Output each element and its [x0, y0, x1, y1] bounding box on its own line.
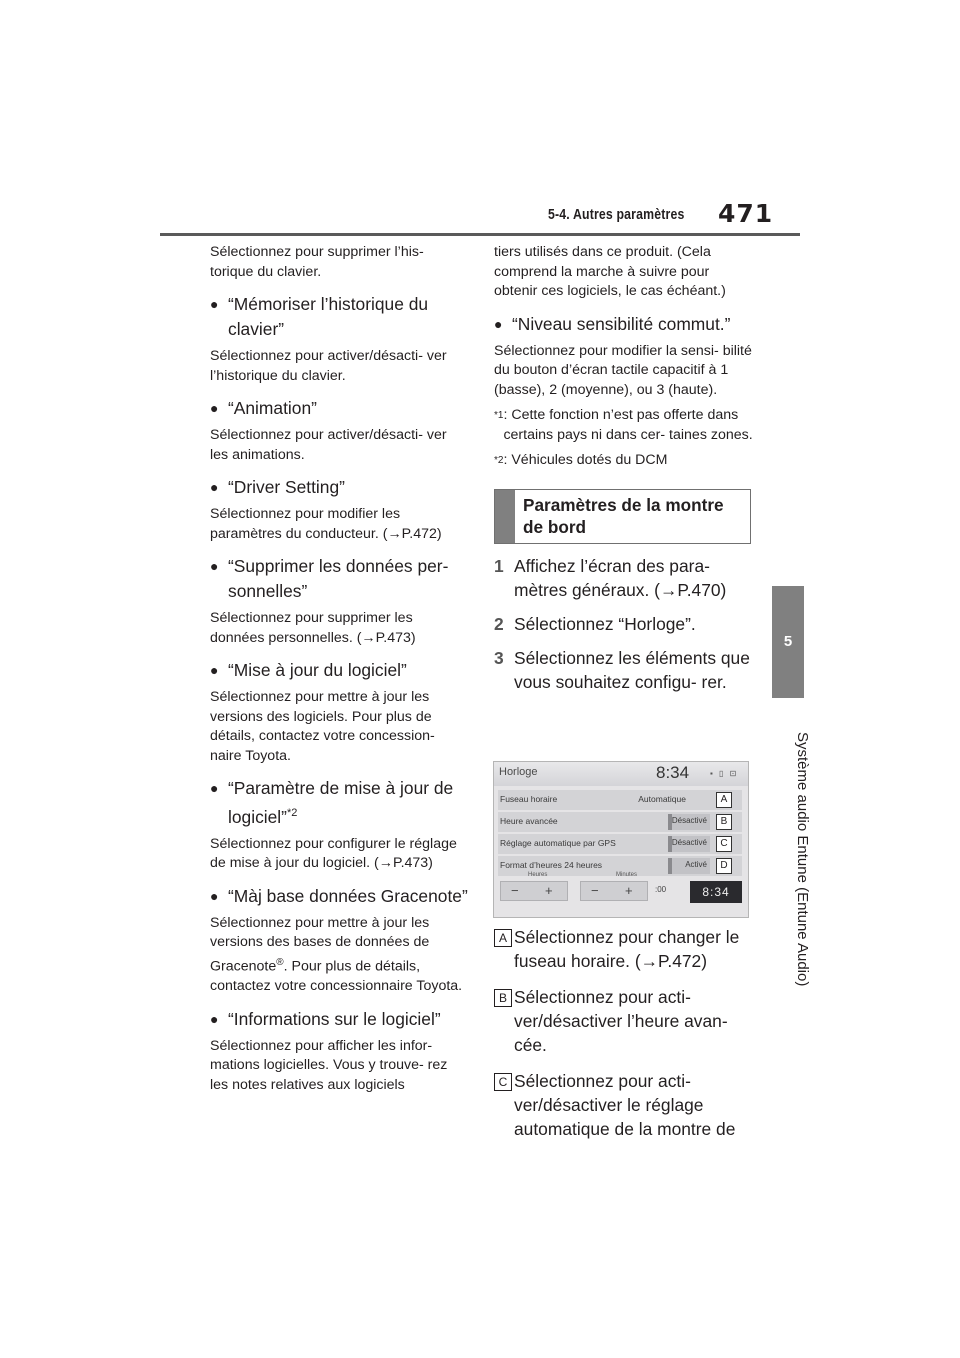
status-icons: ▪ ▯ ⊡	[710, 769, 739, 778]
step-number: 3	[494, 647, 504, 668]
bullet-desc: Sélectionnez pour afficher les infor- mations logicielles. Vous y trouve- rez les notes relatives aux logiciels	[210, 1037, 448, 1093]
bullet-title: “Niveau sensibilité commut.”	[512, 313, 731, 334]
continuation-text: tiers utilisés dans ce produit. (Cela comprend la marche à suivre pour obtenir ces logiciels, le cas échéant.)	[494, 244, 726, 299]
bullet-desc: Sélectionnez pour activer/désacti- ver l’historique du clavier.	[210, 348, 447, 384]
toggle-switch[interactable]	[668, 814, 710, 830]
bullet-item	[210, 776, 468, 830]
step-text: Affichez l’écran des para- mètres généraux. (→P.470)	[514, 555, 727, 600]
callout-text: Sélectionnez pour acti- ver/désactiver le réglage automatique de la montre de	[514, 1071, 736, 1139]
desc-part: Sélectionnez pour mettre à jour les versions des bases de données de Gracenote	[210, 914, 430, 975]
callout-item	[494, 925, 754, 973]
callout-list	[494, 925, 754, 1153]
minutes-stepper	[580, 881, 648, 901]
footnote-text: : Véhicules dotés du DCM	[503, 452, 668, 468]
minutes-label: Minutes	[616, 872, 638, 878]
header-divider	[160, 233, 800, 236]
callout-text: Sélectionnez pour changer le fuseau horaire. (→P.472)	[514, 927, 740, 971]
toggle-state: Activé	[685, 860, 707, 869]
callout-letter: C	[494, 1073, 512, 1091]
callout-text: Sélectionnez pour acti- ver/désactiver l’heure avan- cée.	[514, 987, 728, 1055]
row-label: Réglage automatique par GPS	[500, 838, 616, 848]
bullet-title: “Mémoriser l’historique du clavier”	[228, 294, 429, 339]
footnote-ref: *2	[286, 807, 298, 819]
desc-part: . Pour plus de détails, contactez votre concessionnaire Toyota.	[210, 958, 463, 995]
page-number: 471	[718, 199, 774, 228]
section-title: 5-4. Autres paramètres	[548, 206, 685, 223]
footnote-mark: *1	[494, 410, 504, 421]
bullet-desc: Sélectionnez pour mettre à jour les versions des logiciels. Pour plus de détails, contactez votre concession- naire Toyota.	[210, 689, 435, 764]
screen-time: 8:34	[656, 763, 690, 782]
bullet-icon: ●	[210, 1010, 219, 1027]
toggle-state: Désactivé	[671, 816, 707, 825]
bullet-icon: ●	[210, 887, 219, 904]
step-text: Sélectionnez les éléments que vous souhaitez configu- rer.	[514, 647, 750, 692]
callout-marker: C	[716, 836, 732, 852]
left-column	[210, 243, 468, 1095]
row-gps-auto-adjust[interactable]	[498, 834, 742, 854]
toggle-switch[interactable]	[668, 836, 710, 852]
bullet-title: “Animation”	[228, 398, 317, 418]
step-number: 2	[494, 613, 504, 634]
step-item	[494, 554, 754, 602]
hours-minus-button[interactable]: −	[511, 883, 519, 898]
bullet-item	[210, 554, 468, 604]
hours-plus-button[interactable]: +	[545, 883, 553, 898]
minutes-minus-button[interactable]: −	[591, 883, 599, 898]
bullet-title: “Informations sur le logiciel”	[228, 1008, 441, 1029]
bullet-title: “Supprimer les données per- sonnelles”	[228, 556, 449, 601]
bullet-icon: ●	[210, 479, 219, 495]
screen-header	[494, 762, 748, 786]
row-value: Automatique	[638, 794, 686, 804]
bullet-title: “Driver Setting”	[228, 477, 345, 497]
intro-text: Sélectionnez pour supprimer l’his- torique du clavier.	[210, 244, 424, 280]
bullet-item	[210, 475, 468, 500]
heading-bar	[495, 490, 515, 543]
bullet-icon: ●	[210, 558, 219, 574]
clock-display: 8:34	[690, 881, 742, 903]
bullet-desc	[210, 914, 468, 997]
bullet-item	[210, 396, 468, 421]
bullet-icon: ●	[210, 296, 219, 312]
bullet-title: “Paramètre de mise à jour de logiciel”	[228, 778, 454, 827]
bullet-item	[210, 1007, 468, 1032]
row-daylight-saving[interactable]	[498, 812, 742, 832]
callout-marker: D	[716, 858, 732, 874]
hours-stepper	[500, 881, 568, 901]
bullet-desc: Sélectionnez pour activer/désacti- ver les animations.	[210, 427, 447, 463]
chapter-tab	[772, 586, 804, 698]
bullet-desc: Sélectionnez pour modifier les paramètres du conducteur. (→P.472)	[210, 506, 442, 542]
callout-marker: A	[716, 792, 732, 808]
section-heading	[494, 489, 751, 544]
bullet-desc: Sélectionnez pour modifier la sensi- bilité du bouton d’écran tactile capacitif à 1 (basse), 2 (moyenne), ou 3 (haute).	[494, 342, 752, 398]
callout-item	[494, 985, 754, 1057]
right-column	[494, 243, 754, 694]
bullet-desc: Sélectionnez pour supprimer les données personnelles. (→P.473)	[210, 610, 416, 646]
callout-marker: B	[716, 814, 732, 830]
bullet-item	[494, 312, 754, 337]
bullet-title: “Mise à jour du logiciel”	[228, 660, 407, 680]
footnote	[494, 406, 754, 445]
row-time-zone[interactable]	[498, 790, 742, 810]
step-number: 1	[494, 555, 504, 576]
bullet-icon: ●	[210, 400, 219, 416]
bullet-title: “Màj base données Gracenote”	[228, 885, 468, 906]
row-label: Fuseau horaire	[500, 794, 558, 804]
bullet-desc: Sélectionnez pour configurer le réglage de mise à jour du logiciel. (→P.473)	[210, 835, 457, 872]
chapter-number: 5	[783, 633, 793, 650]
bullet-item	[210, 658, 468, 683]
step-text: Sélectionnez “Horloge”.	[514, 613, 696, 634]
bullet-item	[210, 292, 468, 342]
registered-mark: ®	[276, 956, 284, 968]
bullet-item	[210, 884, 468, 909]
footnote-mark: *2	[494, 455, 504, 466]
row-label: Heure avancée	[500, 816, 558, 826]
step-item	[494, 646, 754, 694]
seconds-reset-button[interactable]: :00	[655, 885, 667, 894]
bullet-icon: ●	[494, 315, 503, 332]
heading-text: Paramètres de la montre de bord	[523, 494, 724, 537]
footnote-text: : Cette fonction n’est pas offerte dans certains pays ni dans cer- taines zones.	[503, 407, 753, 443]
toggle-state: Désactivé	[671, 838, 707, 847]
clock-settings-screen	[493, 761, 749, 918]
hours-label: Heures	[528, 872, 548, 878]
minutes-plus-button[interactable]: +	[625, 883, 633, 898]
screen-title: Horloge	[499, 766, 538, 778]
step-item	[494, 612, 754, 636]
bullet-icon: ●	[210, 662, 219, 678]
callout-item	[494, 1069, 754, 1141]
callout-letter: A	[494, 929, 512, 947]
footnote	[494, 451, 754, 471]
chapter-title: Système audio Entune (Entune Audio)	[794, 732, 811, 987]
bullet-icon: ●	[210, 780, 219, 796]
row-label: Format d’heures 24 heures	[500, 860, 603, 870]
clock-adjust-bar	[498, 872, 742, 916]
callout-letter: B	[494, 989, 512, 1007]
